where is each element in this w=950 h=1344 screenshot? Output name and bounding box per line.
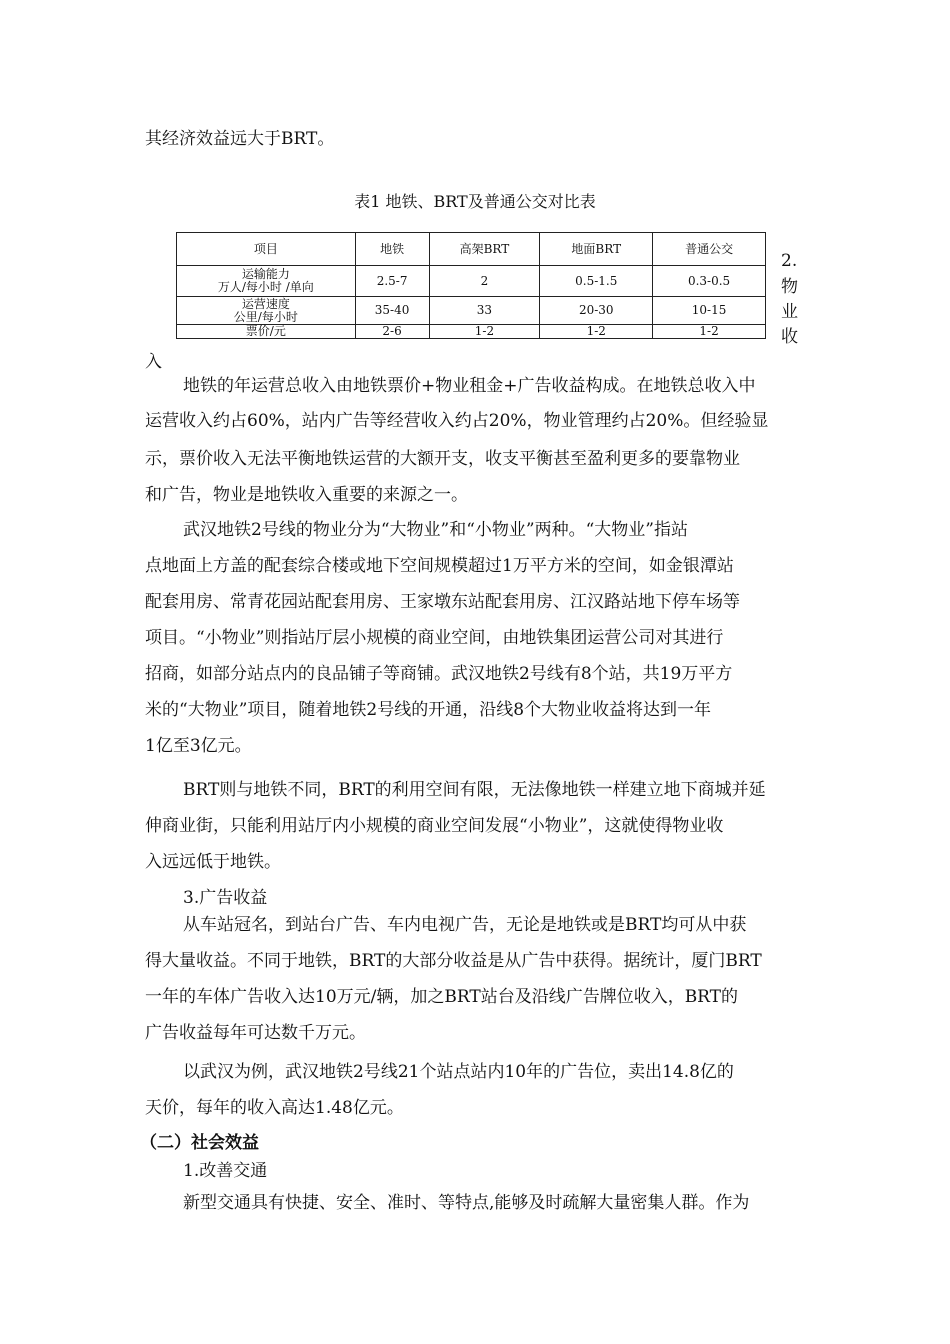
table-cell: 20-30 <box>540 297 653 325</box>
section-heading-char: 业 <box>781 302 798 322</box>
row-label-line: 公里/每小时 <box>233 309 298 324</box>
table-cell: 1-2 <box>653 325 766 339</box>
subheading-traffic: 1.改善交通 <box>183 1161 268 1181</box>
row-label-line: 运输能力 <box>241 267 290 281</box>
paragraph-line: 伸商业街，只能利用站厅内小规模的商业空间发展“小物业”，这就使得物业收 <box>145 816 724 836</box>
table-header-cell: 高架BRT <box>429 233 540 266</box>
table-cell: 1-2 <box>540 325 653 339</box>
paragraph-line: 从车站冠名，到站台广告、车内电视广告，无论是地铁或是BRT均可从中获 <box>183 915 747 935</box>
table-cell: 1-2 <box>429 325 540 339</box>
paragraph-line: 广告收益每年可达数千万元。 <box>145 1023 366 1043</box>
table-cell: 0.5-1.5 <box>540 266 653 297</box>
section-heading-social: （二）社会效益 <box>140 1133 259 1153</box>
table-row <box>177 266 766 297</box>
section-heading-char: 收 <box>781 327 798 347</box>
table-caption: 表1 地铁、BRT及普通公交对比表 <box>354 192 596 211</box>
paragraph-line: BRT则与地铁不同，BRT的利用空间有限，无法像地铁一样建立地下商城并延 <box>183 780 766 800</box>
paragraph-line: 项目。“小物业”则指站厅层小规模的商业空间，由地铁集团运营公司对其进行 <box>145 628 724 648</box>
paragraph-line: 一年的车体广告收入达10万元/辆，加之BRT站台及沿线广告牌位收入，BRT的 <box>145 987 739 1007</box>
table-header-cell: 项目 <box>177 233 356 266</box>
paragraph-line: 以武汉为例，武汉地铁2号线21个站点站内10年的广告位，卖出14.8亿的 <box>183 1062 734 1082</box>
row-label-line: 运营速度 <box>241 296 290 311</box>
paragraph-line: 1亿至3亿元。 <box>145 736 252 756</box>
paragraph-line: 点地面上方盖的配套综合楼或地下空间规模超过1万平方米的空间，如金银潭站 <box>145 556 734 576</box>
table-cell: 33 <box>429 297 540 325</box>
row-label: 票价/元 <box>177 325 356 339</box>
paragraph-line: 新型交通具有快捷、安全、准时、等特点,能够及时疏解大量密集人群。作为 <box>183 1193 750 1213</box>
intro-line: 其经济效益远大于BRT。 <box>145 129 335 149</box>
row-label <box>177 297 356 325</box>
table-cell: 2 <box>429 266 540 297</box>
table-row <box>177 297 766 325</box>
paragraph-line: 和广告，物业是地铁收入重要的来源之一。 <box>145 485 468 505</box>
table-cell: 0.3-0.5 <box>653 266 766 297</box>
comparison-table <box>176 232 766 339</box>
table-header-cell: 地铁 <box>355 233 429 266</box>
table-cell: 35-40 <box>355 297 429 325</box>
table-cell: 2.5-7 <box>355 266 429 297</box>
table-row <box>177 325 766 339</box>
section-heading-char: 物 <box>781 277 798 297</box>
paragraph-line: 运营收入约占60%，站内广告等经营收入约占20%，物业管理约占20%。但经验显 <box>145 411 769 431</box>
paragraph-line: 示，票价收入无法平衡地铁运营的大额开支，收支平衡甚至盈利更多的要靠物业 <box>145 449 740 469</box>
paragraph-line: 配套用房、常青花园站配套用房、王家墩东站配套用房、江汉路站地下停车场等 <box>145 592 740 612</box>
paragraph-line: 武汉地铁2号线的物业分为“大物业”和“小物业”两种。“大物业”指站 <box>183 520 688 540</box>
row-label <box>177 266 356 297</box>
paragraph-line: 天价，每年的收入高达1.48亿元。 <box>145 1098 404 1118</box>
table-cell: 10-15 <box>653 297 766 325</box>
paragraph-line: 地铁的年运营总收入由地铁票价+物业租金+广告收益构成。在地铁总收入中 <box>183 376 756 396</box>
subheading-ad-revenue: 3.广告收益 <box>183 888 268 908</box>
paragraph-line: 米的“大物业”项目，随着地铁2号线的开通，沿线8个大物业收益将达到一年 <box>145 700 712 720</box>
row-label-line: 万人/每小时 /单向 <box>217 280 314 294</box>
paragraph-line: 得大量收益。不同于地铁，BRT的大部分收益是从广告中获得。据统计，厦门BRT <box>145 951 762 971</box>
table-header-row <box>177 233 766 266</box>
section-heading-number: 2. <box>781 251 798 271</box>
paragraph-line: 入远远低于地铁。 <box>145 852 281 872</box>
table-header-cell: 地面BRT <box>540 233 653 266</box>
table-header-cell: 普通公交 <box>653 233 766 266</box>
section-heading-char: 入 <box>145 352 162 372</box>
table-cell: 2-6 <box>355 325 429 339</box>
paragraph-line: 招商，如部分站点内的良品铺子等商铺。武汉地铁2号线有8个站，共19万平方 <box>145 664 733 684</box>
